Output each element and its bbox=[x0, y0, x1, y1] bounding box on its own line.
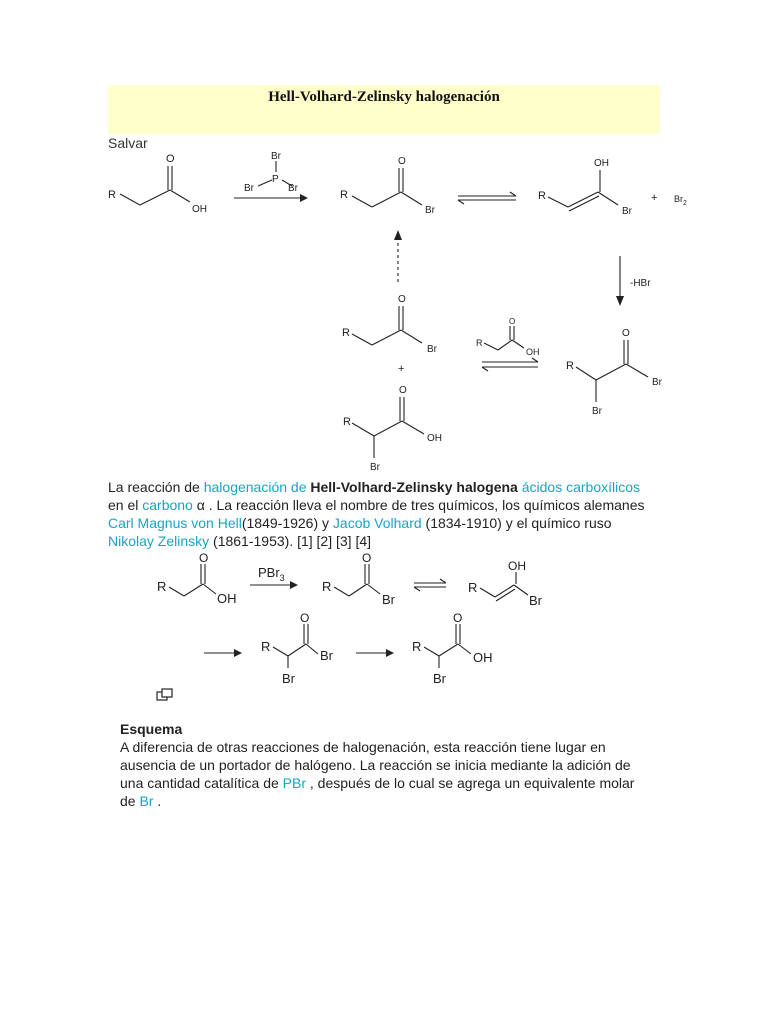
link-zelinsky[interactable]: Nikolay Zelinsky bbox=[108, 533, 210, 549]
molecule-acyl-bromide-3 bbox=[322, 551, 396, 607]
molecule-acid-small bbox=[476, 317, 540, 357]
scheme-paragraph bbox=[120, 738, 640, 810]
text-span: α . La reacción lleva el nombre de tres químicos, los químicos alemanes bbox=[192, 497, 645, 513]
label-o: O bbox=[453, 611, 463, 625]
text-span: en el bbox=[108, 497, 143, 513]
label-o: O bbox=[622, 328, 630, 339]
label-o: O bbox=[300, 611, 310, 625]
equilibrium-arrow bbox=[458, 192, 516, 204]
plus-sign: + bbox=[398, 363, 405, 375]
label-br: Br bbox=[244, 183, 254, 194]
text-span: La reacción de bbox=[108, 479, 204, 495]
section-heading: Esquema bbox=[120, 721, 183, 737]
label-r: R bbox=[322, 579, 332, 594]
link-br[interactable]: Br bbox=[139, 793, 154, 809]
reaction-arrow bbox=[204, 649, 242, 657]
equilibrium-arrow-3 bbox=[414, 579, 446, 591]
label-r: R bbox=[538, 190, 546, 202]
reaction-scheme-2 bbox=[0, 550, 768, 710]
label-o: O bbox=[398, 294, 406, 305]
label-oh: OH bbox=[427, 433, 442, 444]
label-br: Br bbox=[529, 593, 542, 608]
link-volhard[interactable]: Jacob Volhard bbox=[332, 515, 422, 531]
label-br: Br bbox=[433, 671, 446, 686]
label-br: Br bbox=[652, 377, 662, 388]
molecule-enol-1 bbox=[538, 158, 633, 217]
label-o: O bbox=[199, 551, 209, 565]
bold-term: Hell-Volhard-Zelinsky halogena bbox=[310, 479, 518, 495]
label-br: Br bbox=[622, 206, 632, 217]
label-oh: OH bbox=[217, 591, 237, 606]
molecule-enol-2 bbox=[468, 559, 543, 608]
link-hell[interactable]: Carl Magnus von Hell bbox=[108, 515, 242, 531]
save-link[interactable]: Salvar bbox=[108, 135, 148, 151]
label-br: Br bbox=[370, 462, 380, 473]
text-span: A diferencia de otras reacciones de halogenación, esta reacción tiene lugar en ausencia de un portador de halógeno. La reacción se inicia mediante la adición de una cantidad catalítica de bbox=[120, 739, 631, 791]
label-oh: OH bbox=[526, 347, 540, 357]
label-p: P bbox=[272, 174, 279, 185]
label-hbr: -HBr bbox=[630, 278, 651, 289]
link-acidos-carboxilicos[interactable]: ácidos carboxílicos bbox=[521, 479, 641, 495]
label-br: Br bbox=[320, 648, 333, 663]
dotted-arrow-up bbox=[394, 230, 402, 282]
molecule-bromo-acyl-bromide-2 bbox=[261, 611, 334, 686]
text-span: (1861-1953). [1] [2] [3] [4] bbox=[209, 533, 372, 549]
label-r: R bbox=[343, 416, 351, 428]
plus-sign: + bbox=[651, 192, 658, 204]
label-r: R bbox=[468, 580, 478, 595]
reaction-scheme-1 bbox=[0, 0, 768, 480]
reagent-pbr3-structure bbox=[244, 151, 299, 194]
label-oh: OH bbox=[192, 204, 207, 215]
label-oh: OH bbox=[508, 559, 526, 573]
text-span: (1834-1910) y el químico ruso bbox=[421, 515, 612, 531]
label-r: R bbox=[340, 189, 348, 201]
label-r: R bbox=[476, 338, 483, 348]
molecule-acid-1 bbox=[108, 153, 207, 215]
label-r: R bbox=[108, 189, 116, 201]
label-oh: OH bbox=[473, 650, 493, 665]
label-r: R bbox=[412, 639, 422, 654]
label-br: Br bbox=[282, 671, 295, 686]
label-o: O bbox=[362, 551, 372, 565]
molecule-bromo-acid-2 bbox=[412, 611, 493, 686]
equilibrium-arrow-2 bbox=[482, 358, 538, 371]
text-span: . bbox=[153, 793, 162, 809]
link-carbono[interactable]: carbono bbox=[142, 497, 193, 513]
label-br: Br bbox=[427, 344, 437, 355]
intro-paragraph bbox=[108, 478, 648, 550]
label-br: Br bbox=[288, 183, 298, 194]
label-o: O bbox=[509, 317, 516, 326]
molecule-bromo-acid bbox=[343, 385, 442, 473]
link-halogenacion[interactable]: halogenación de bbox=[203, 479, 307, 495]
text-span: , después de lo cual se agrega un equivalente molar de bbox=[120, 775, 635, 809]
bromine-molecule: $Br_2$ bbox=[674, 194, 687, 207]
molecule-acyl-bromide-2 bbox=[342, 294, 438, 355]
link-pbr[interactable]: PBr bbox=[282, 775, 307, 791]
reagent-pbr3: PBr$_3$ bbox=[258, 565, 285, 583]
page-title: Hell-Volhard-Zelinsky halogenación bbox=[268, 89, 500, 105]
reaction-arrow bbox=[356, 649, 394, 657]
label-o: O bbox=[166, 153, 175, 165]
label-r: R bbox=[157, 579, 167, 594]
label-br: Br bbox=[425, 205, 435, 216]
arrow-down-hbr bbox=[616, 256, 651, 306]
label-br: Br bbox=[592, 406, 602, 417]
label-br: Br bbox=[271, 151, 281, 162]
label-br: Br bbox=[382, 592, 395, 607]
molecule-bromo-acyl-bromide bbox=[566, 328, 663, 417]
reaction-arrow-pbr3 bbox=[250, 565, 298, 589]
label-r: R bbox=[342, 327, 350, 339]
label-oh: OH bbox=[594, 158, 609, 169]
molecule-acyl-bromide-1 bbox=[340, 156, 436, 216]
enlarge-image-icon[interactable] bbox=[156, 688, 174, 702]
label-r: R bbox=[261, 639, 271, 654]
label-o: O bbox=[398, 156, 406, 167]
label-o: O bbox=[399, 385, 407, 396]
reaction-arrow bbox=[234, 194, 308, 202]
text-span: (1849-1926) y bbox=[241, 515, 333, 531]
label-r: R bbox=[566, 360, 574, 372]
molecule-acid-2 bbox=[157, 551, 237, 606]
